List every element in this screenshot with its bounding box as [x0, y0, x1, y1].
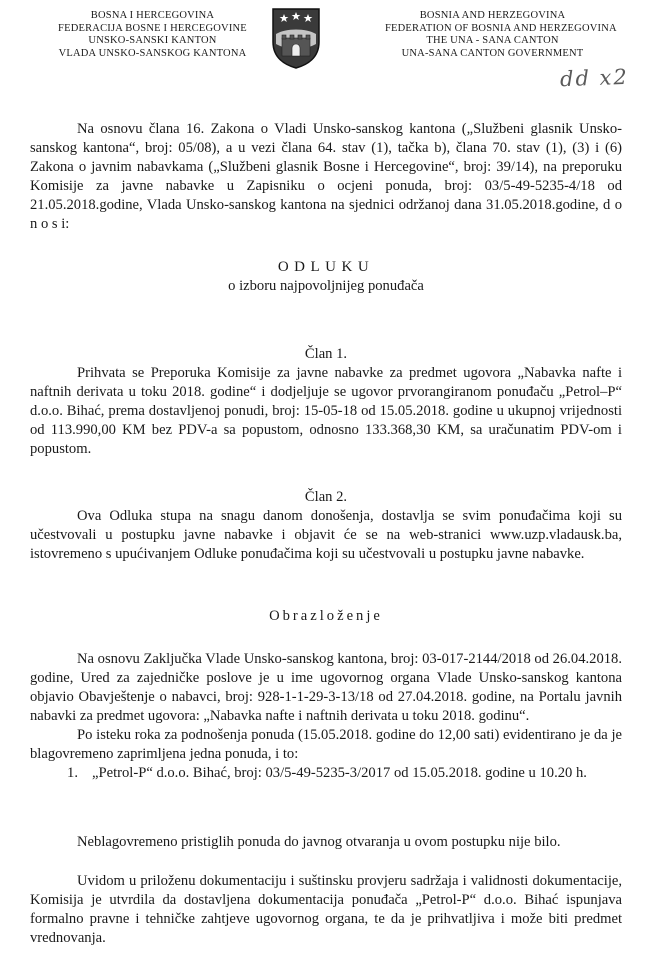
preamble-block — [30, 120, 622, 234]
header-right-line: UNA-SANA CANTON GOVERNMENT — [401, 47, 584, 59]
article-2-text: Ova Odluka stupa na snagu danom donošenja, dostavlja se svim ponuđačima koji su učestvovali u postupku javne nabavke i objavit će se na web-stranici www.uzp.vladausk.ba, istovremeno s upućivanjem Odluke ponuđačima koji su učestvovali u postupku javne nabavke. — [30, 508, 622, 562]
rationale-p1-block — [30, 650, 622, 783]
article-1-text: Prihvata se Preporuka Komisije za javne nabavke za predmet ugovora „Nabavka nafte i naftnih derivata u toku 2018. godine“ i dodjeljuje se ugovor prvorangiranom ponuđaču „Petrol–P“ d.o.o. Bihać, prema dostavljenoj ponudi, broj: 15-05-18 od 15.05.2018. godine u ukupnoj vrijednosti od 113.990,00 KM bez PDV-a sa popustom, odnosno 133.368,30 KM, sa uračunatim PDV-om i popustom. — [30, 365, 622, 457]
article-1-heading: Član 1. — [304, 346, 348, 362]
rationale-heading-block — [30, 607, 622, 626]
list-item-text: „Petrol-P“ d.o.o. Bihać, broj: 03/5-49-5235-3/2017 od 15.05.2018. godine u 10.20 h. — [92, 765, 587, 781]
header-left-line: UNSKO-SANSKI KANTON — [88, 35, 217, 46]
header-left-line: FEDERACIJA BOSNE I HERCEGOVINE — [58, 22, 247, 34]
list-item — [30, 764, 622, 783]
preamble: Na osnovu člana 16. Zakona o Vladi Unsko-sanskog kantona („Službeni glasnik Unsko-sanskog kantona“, broj: 05/08), a u vezi člana 64. stav (1), tačka b), člana 70. stav (1), (3) i (6) Zakona o javnim nabavkama („Službeni glasnik Bosne i Hercegovine“, broj: 39/14), na preporuku Komisije za javne nabavke u Zapisniku o ocjeni ponuda, broj: 03/5-49-5235-4/18 od 21.05.2018.godine, Vlada Unsko-sanskog kantona na sjednici održanoj dana 31.05.2018.godine, d o n o s i: — [30, 121, 622, 232]
rationale-paragraph-1: Na osnovu Zaključka Vlade Unsko-sanskog kantona, broj: 03-017-2144/2018 od 26.04.2018. godine, Ured za zajedničke poslove je u ime ugovornog organa Vlade Unsko-sanskog kantona objavio Obavještenje o nabavci, broj: 928-1-1-29-3-13/18 od 27.04.2018. godine, na Portalu javnih nabavki za predmet ugovora: „Nabavka nafte i naftnih derivata u toku 2018. godinu“. — [30, 651, 622, 724]
document-title: ODLUKU — [277, 259, 375, 275]
header-left — [55, 10, 250, 60]
article-2-heading: Član 2. — [304, 489, 348, 505]
coat-of-arms-icon — [270, 6, 322, 70]
header-left-line: BOSNA I HERCEGOVINA — [90, 10, 215, 21]
article-1 — [30, 345, 622, 459]
header-right — [385, 10, 617, 60]
title-block — [30, 258, 622, 296]
header-right-line: BOSNIA AND HERZEGOVINA — [419, 10, 566, 21]
article-2 — [30, 488, 622, 564]
rationale-paragraph-2: Po isteku roka za podnošenja ponuda (15.05.2018. godine do 12,00 sati) evidentirano je da je blagovremeno zaprimljena jedna ponuda, i to: — [30, 727, 622, 762]
rationale-heading: Obrazloženje — [269, 608, 383, 624]
list-item-number: 1. — [67, 765, 78, 781]
header-right-line: THE UNA - SANA CANTON — [426, 35, 559, 46]
header-right-line: FEDERATION OF BOSNIA AND HERZEGOVINA — [385, 22, 617, 34]
document-subtitle: o izboru najpovoljnijeg ponuđača — [228, 278, 424, 294]
rationale-p3-block — [30, 833, 622, 852]
rationale-paragraph-3: Neblagovremeno pristiglih ponuda do javnog otvaranja u ovom postupku nije bilo. — [77, 834, 561, 850]
header-left-line: VLADA UNSKO-SANSKOG KANTONA — [58, 47, 247, 59]
handwritten-note: dd x2 — [559, 64, 630, 92]
rationale-p4-block — [30, 872, 622, 948]
rationale-paragraph-4: Uvidom u priloženu dokumentaciju i suštinsku provjeru sadržaja i validnosti dokumentacije, Komisija je utvrdila da dostavljena dokumentacija ponuđača „Petrol-P“ d.o.o. Bihać ispunjava formalno pravne i tehničke zahtjeve ugovornog organa, te da je prihvatljiva i može biti predmet vrednovanja. — [30, 873, 622, 946]
